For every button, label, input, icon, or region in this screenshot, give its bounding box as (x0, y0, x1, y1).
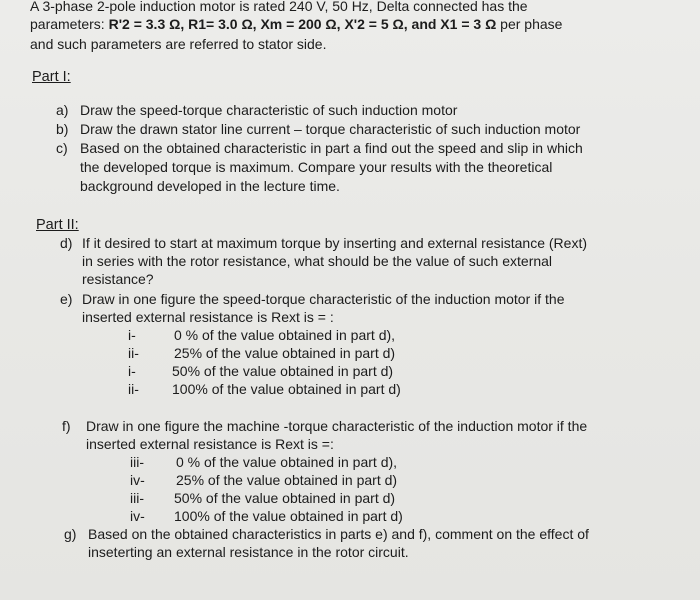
item-e-sub-1-label: i- (128, 327, 136, 343)
item-f-sub-3-text: 50% of the value obtained in part d) (174, 490, 396, 506)
intro-line-2 (30, 16, 562, 33)
part2-heading: Part II: (36, 217, 79, 233)
item-b-text: Draw the drawn stator line current – torque characteristic of such induction motor (80, 121, 581, 137)
item-e-sub-1-text: 0 % of the value obtained in part d), (174, 327, 396, 343)
item-f-sub-4-label: iv- (130, 508, 145, 524)
item-f-sub-3-label: iii- (130, 490, 144, 506)
item-b-label: b) (56, 121, 69, 137)
item-f-sub-4-text: 100% of the value obtained in part d) (174, 508, 403, 524)
item-e-sub-2-label: ii- (128, 345, 139, 361)
item-e-sub-2-text: 25% of the value obtained in part d) (174, 345, 396, 361)
item-e-sub-3-text: 50% of the value obtained in part d) (172, 363, 394, 379)
item-a-label: a) (56, 102, 69, 118)
item-f-sub-1-label: iii- (130, 454, 144, 470)
item-c-text-3: background developed in the lecture time. (80, 178, 340, 194)
item-f-label: f) (62, 418, 71, 434)
item-e-sub-4-text: 100% of the value obtained in part d) (172, 381, 401, 397)
item-g-text-1: Based on the obtained characteristics in parts e) and f), comment on the effect of (88, 526, 589, 542)
item-e-sub-3-label: i- (128, 363, 136, 379)
item-c-text-2: the developed torque is maximum. Compare your results with the theoretical (80, 159, 553, 175)
item-g-text-2: inseterting an external resistance in the rotor circuit. (88, 544, 409, 560)
intro-params-prefix: parameters: (30, 16, 109, 32)
item-d-label: d) (60, 235, 73, 251)
part1-heading: Part I: (32, 69, 71, 85)
intro-params-suffix: per phase (496, 16, 563, 32)
item-d-text-1: If it desired to start at maximum torque by inserting and external resistance (Rext) (82, 235, 587, 251)
item-a-text: Draw the speed-torque characteristic of such induction motor (80, 102, 458, 118)
item-d-text-3: resistance? (82, 271, 154, 287)
item-g-label: g) (64, 526, 77, 542)
item-f-text-1: Draw in one figure the machine -torque characteristic of the induction motor if the (86, 418, 588, 434)
item-e-text-2: inserted external resistance is Rext is = : (82, 309, 334, 325)
intro-line-3: and such parameters are referred to stator side. (30, 36, 327, 52)
item-c-label: c) (56, 140, 68, 156)
item-e-label: e) (60, 291, 73, 307)
intro-line-1: A 3-phase 2-pole induction motor is rated 240 V, 50 Hz, Delta connected has the (30, 0, 528, 14)
item-f-sub-2-label: iv- (130, 472, 145, 488)
item-f-text-2: inserted external resistance is Rext is =: (86, 436, 334, 452)
item-f-sub-2-text: 25% of the value obtained in part d) (176, 472, 398, 488)
item-f-sub-1-text: 0 % of the value obtained in part d), (176, 454, 398, 470)
item-c-text-1: Based on the obtained characteristic in part a find out the speed and slip in which (80, 140, 583, 156)
item-e-text-1: Draw in one figure the speed-torque characteristic of the induction motor if the (82, 291, 565, 307)
item-d-text-2: in series with the rotor resistance, what should be the value of such external (82, 253, 553, 269)
item-e-sub-4-label: ii- (128, 381, 139, 397)
intro-params: R'2 = 3.3 Ω, R1= 3.0 Ω, Xm = 200 Ω, X'2 = 5 Ω, and X1 = 3 Ω (108, 16, 497, 32)
